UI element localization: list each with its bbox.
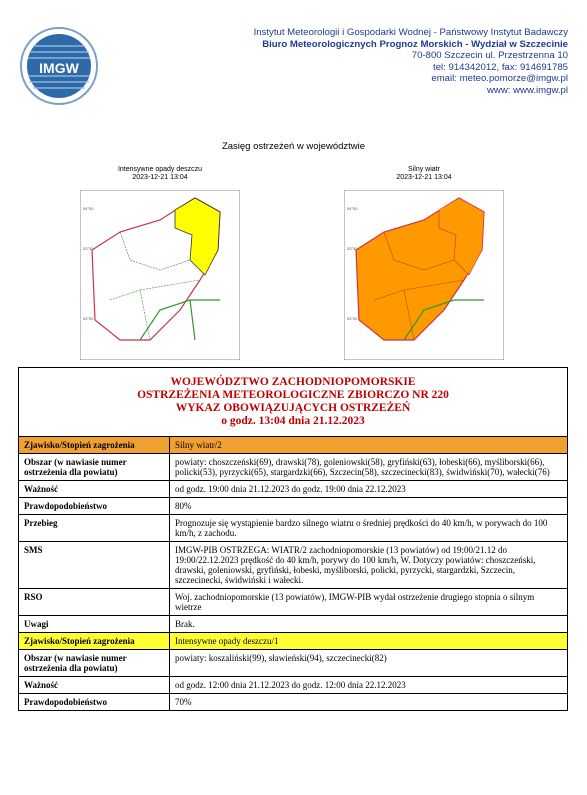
warning1-rso-row: RSO Woj. zachodniopomorskie (13 powiatów), IMGW-PIB wydał ostrzeżenie drugiego stopnia o silnym wietrze [19, 589, 568, 616]
warning1-notes-row: Uwagi Brak. [19, 616, 568, 633]
warning2-validity-row: Ważność od godz. 12:00 dnia 21.12.2023 do godz. 12:00 dnia 22.12.2023 [19, 677, 568, 694]
svg-text:53°30: 53°30 [347, 246, 358, 251]
svg-text:IMGW: IMGW [39, 60, 79, 76]
warnings-table [18, 367, 568, 711]
institute-name: Instytut Meteorologii i Gospodarki Wodnej - Państwowy Instytut Badawczy [253, 27, 568, 38]
map-rain [80, 190, 240, 360]
warning1-phenomenon-row: Zjawisko/Stopień zagrożenia Silny wiatr/2 [19, 437, 568, 454]
warning2-area-row: Obszar (w nawiasie numer ostrzeżenia dla powiatu) powiaty: koszaliński(99), sławieński(94), szczecinecki(82) [19, 650, 568, 677]
svg-text:54°00: 54°00 [347, 206, 358, 211]
maps-title: Zasięg ostrzeżeń w województwie [221, 141, 366, 152]
address: 70-800 Szczecin ul. Przestrzenna 10 [411, 50, 568, 61]
office-name: Biuro Meteorologicznych Prognoz Morskich - Wydział w Szczecinie [262, 38, 568, 50]
phone-fax: tel: 914342012, fax: 914691785 [433, 61, 568, 73]
warning2-phenomenon-row: Zjawisko/Stopień zagrożenia Intensywne opady deszczu/1 [19, 633, 568, 650]
svg-text:53°30: 53°30 [83, 246, 94, 251]
svg-text:53°00: 53°00 [83, 316, 94, 321]
map-left-caption: Intensywne opady deszczu 2023-12-21 13:04 [117, 166, 203, 181]
warning1-sms-row: SMS IMGW-PIB OSTRZEGA: WIATR/2 zachodniopomorskie (13 powiatów) od 19:00/21.12 do 19:00/22.12.2023 prędkość do 40 km/h, porywy do 100 km/h, W. Dotyczy powiatów: choszczeński, drawski, goleniowski, gryfiński, łobeski, myśliborski, policki, pyrzycki, stargardzki, Szczecin, szczecinecki, świdwiński i wałecki. [19, 542, 568, 589]
svg-text:53°00: 53°00 [347, 316, 358, 321]
table-header: WOJEWÓDZTWO ZACHODNIOPOMORSKIE OSTRZEŻENIA METEOROLOGICZNE ZBIORCZO NR 220 WYKAZ OBOWIĄZUJĄCYCH OSTRZEŻEŃ o godz. 13:04 dnia 21.12.2023 [19, 368, 568, 437]
warning2-probability-row: Prawdopodobieństwo 70% [19, 694, 568, 711]
map-wind [344, 190, 504, 360]
imgw-logo [19, 26, 99, 106]
warning1-area-row: Obszar (w nawiasie numer ostrzeżenia dla powiatu) powiaty: choszczeński(69), drawski(78), goleniowski(58), gryfiński(63), łobeski(66), myśliborski(66), policki(53), pyrzycki(65), stargardzki(66), Szczecin(58), szczecinecki(83), świdwiński(70), wałecki(76) [19, 454, 568, 481]
website[interactable]: www: www.imgw.pl [486, 84, 568, 96]
warning1-course-row: Przebieg Prognozuje się wystąpienie bardzo silnego wiatru o średniej prędkości do 40 km/h, w porywach do 100 km/h, z zachodu. [19, 515, 568, 542]
svg-text:54°00: 54°00 [83, 206, 94, 211]
email[interactable]: email: meteo.pomorze@imgw.pl [431, 73, 568, 84]
warning1-probability-row: Prawdopodobieństwo 80% [19, 498, 568, 515]
institute-header [254, 27, 568, 96]
warning1-validity-row: Ważność od godz. 19:00 dnia 21.12.2023 do godz. 19:00 dnia 22.12.2023 [19, 481, 568, 498]
map-right-caption: Silny wiatr 2023-12-21 13:04 [396, 166, 452, 181]
